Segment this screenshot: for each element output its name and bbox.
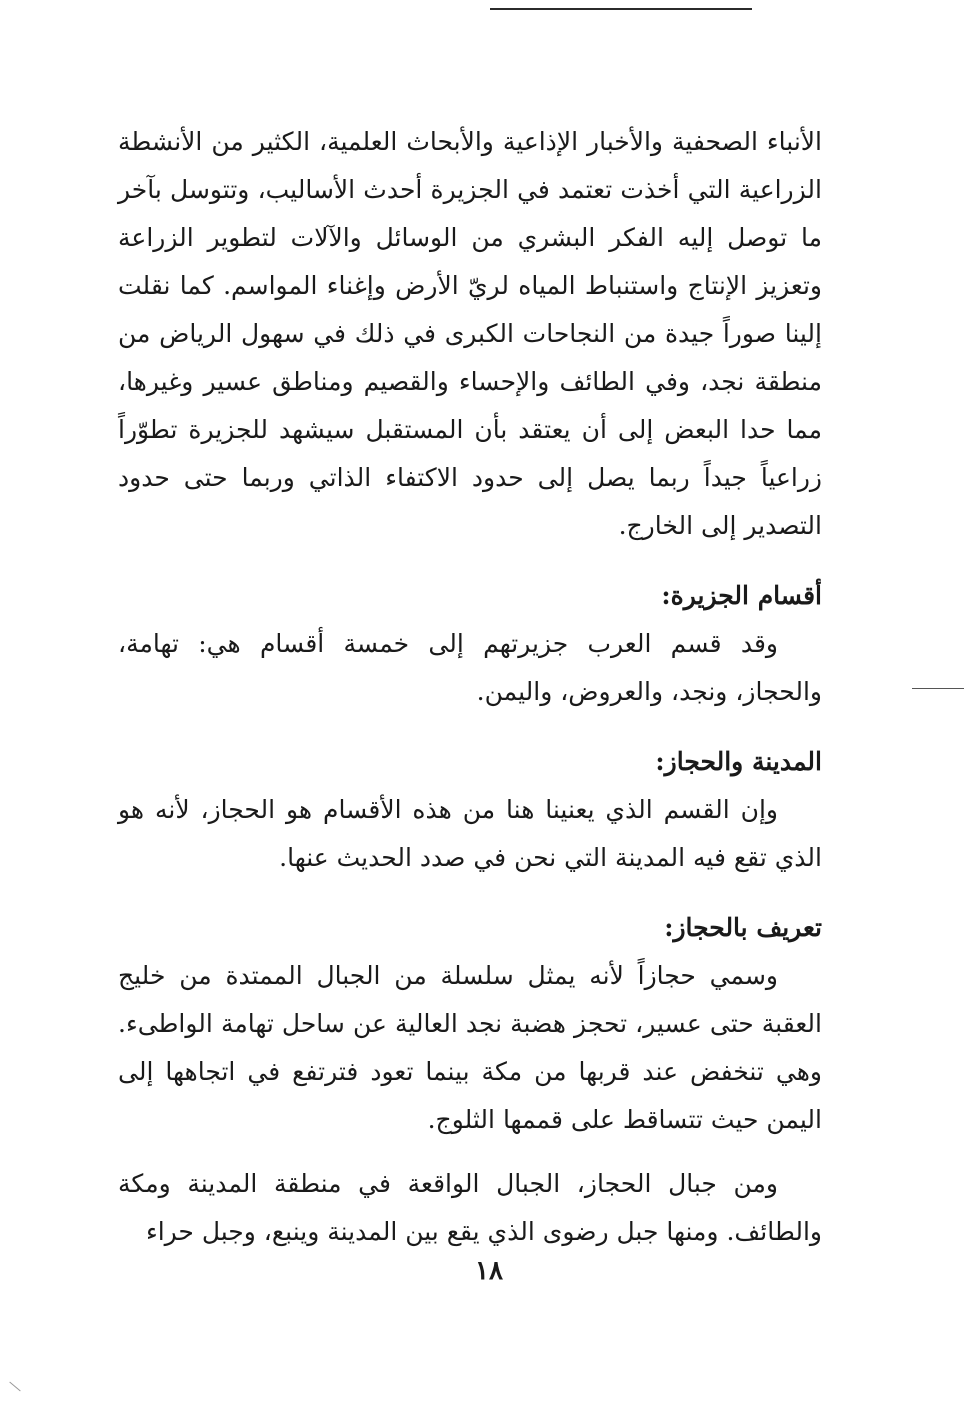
top-rule (490, 8, 752, 10)
intro-paragraph: الأنباء الصحفية والأخبار الإذاعية والأبحاث العلمية، الكثير من الأنشطة الزراعية التي أخذت تعتمد في الجزيرة أحدث الأساليب، وتتوسل بآخر ما توصل إليه الفكر البشري من الوسائل والآلات لتطوير الزراعة وتعزيز الإنتاج واستنباط المياه لريّ الأرض وإغناء المواسم. كما نقلت إلينا صوراً جيدة من النجاحات الكبرى في ذلك في سهول الرياض من منطقة نجد، وفي الطائف والإحساء والقصيم ومناطق عسير وغيرها، مما حدا البعض إلى أن يعتقد بأن المستقبل سيشهد للجزيرة تطوّراً زراعياً جيداً ربما يصل إلى حدود الاكتفاء الذاتي وربما حتى حدود التصدير إلى الخارج. (118, 127, 822, 540)
hijaz-mountains-paragraph: ومن جبال الحجاز، الجبال الواقعة في منطقة المدينة ومكة والطائف. ومنها جبل رضوى الذي يقع بين المدينة وينبع، وجبل حراء (118, 1169, 822, 1246)
page-body (118, 118, 822, 1256)
hijaz-definition-paragraph: وسمي حجازاً لأنه يمثل سلسلة من الجبال الممتدة من خليج العقبة حتى عسير، تحجز هضبة نجد العالية عن ساحل تهامة الواطىء. وهي تنخفض عند قربها من مكة بينما تعود فترتفع في اتجاهها إلى اليمن حيث تتساقط على قممها الثلوج. (118, 961, 822, 1134)
section-heading-hijaz-definition: تعريف بالحجاز: (664, 913, 822, 942)
section-heading-medina-hijaz: المدينة والحجاز: (655, 747, 822, 776)
divisions-paragraph: وقد قسم العرب جزيرتهم إلى خمسة أقسام هي: تهامة، والحجاز، ونجد، والعروض، واليمن. (118, 629, 822, 706)
corner-mark (9, 1382, 20, 1392)
medina-hijaz-paragraph: وإن القسم الذي يعنينا هنا من هذه الأقسام هو الحجاز، لأنه هو الذي تقع فيه المدينة التي نحن في صدد الحديث عنها. (118, 795, 822, 872)
margin-mark (912, 688, 964, 689)
page-number: ١٨ (475, 1256, 503, 1286)
section-heading-divisions: أقسام الجزيرة: (661, 581, 822, 610)
